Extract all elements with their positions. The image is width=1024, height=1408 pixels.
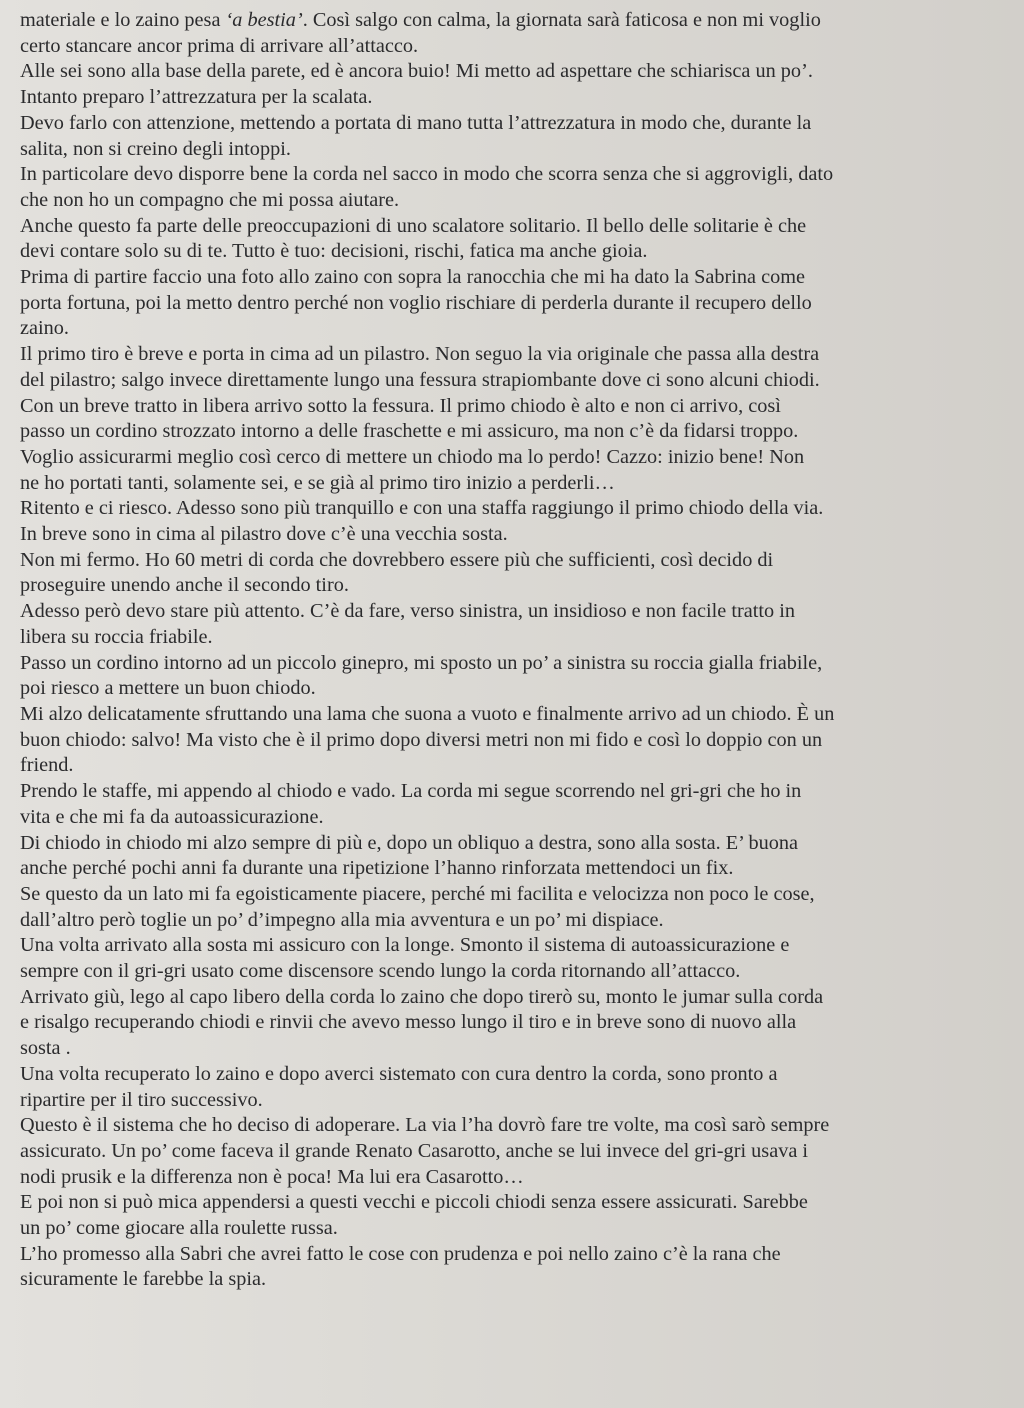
text-line: Una volta recuperato lo zaino e dopo averci sistemato con cura dentro la corda, sono pronto a [20, 1062, 778, 1085]
text-line: e risalgo recuperando chiodi e rinvii che avevo messo lungo il tiro e in breve sono di nuovo alla [20, 1011, 797, 1034]
text-line: E poi non si può mica appendersi a questi vecchi e piccoli chiodi senza essere assicurati. Sarebbe [20, 1191, 808, 1214]
text-line: sempre con il gri-gri usato come discensore scendo lungo la corda ritornando all’attacco. [20, 960, 741, 983]
text-line: sosta . [20, 1037, 71, 1060]
text-line: certo stancare ancor prima di arrivare all’attacco. [20, 34, 419, 57]
text-line: buon chiodo: salvo! Ma visto che è il primo dopo diversi metri non mi fido e così lo doppio con un [20, 728, 823, 751]
text-line: un po’ come giocare alla roulette russa. [20, 1217, 338, 1240]
text-line: Passo un cordino intorno ad un piccolo ginepro, mi sposto un po’ a sinistra su roccia gialla friabile, [20, 651, 823, 674]
text-line: che non ho un compagno che mi possa aiutare. [20, 188, 400, 211]
text-line: Il primo tiro è breve e porta in cima ad un pilastro. Non seguo la via originale che passa alla destra [20, 343, 820, 366]
text-line: ne ho portati tanti, solamente sei, e se già al primo tiro inizio a perderli… [20, 471, 615, 494]
text-line: Di chiodo in chiodo mi alzo sempre di più e, dopo un obliquo a destra, sono alla sosta. E’ buona [20, 831, 799, 854]
text-line: Alle sei sono alla base della parete, ed è ancora buio! Mi metto ad aspettare che schiarisca un po’. [20, 60, 813, 83]
text-line: L’ho promesso alla Sabri che avrei fatto le cose con prudenza e poi nello zaino c’è la rana che [20, 1242, 781, 1265]
text-line: Questo è il sistema che ho deciso di adoperare. La via l’ha dovrò fare tre volte, ma così sarò sempre [20, 1114, 830, 1137]
text-line: Arrivato giù, lego al capo libero della corda lo zaino che dopo tirerò su, monto le jumar sulla corda [20, 985, 824, 1008]
text-line: Una volta arrivato alla sosta mi assicuro con la longe. Smonto il sistema di autoassicurazione e [20, 934, 790, 957]
text-line: passo un cordino strozzato intorno a delle fraschette e mi assicuro, ma non c’è da fidarsi troppo. [20, 420, 799, 443]
document-body [20, 8, 1010, 1293]
text-line: Prendo le staffe, mi appendo al chiodo e vado. La corda mi segue scorrendo nel gri-gri che ho in [20, 780, 802, 803]
text-line: ripartire per il tiro successivo. [20, 1088, 263, 1111]
italic-phrase: ‘a bestia’ [225, 9, 303, 31]
text-line: nodi prusik e la differenza non è poca! Ma lui era Casarotto… [20, 1165, 524, 1188]
line-segment: materiale e lo zaino pesa [20, 9, 226, 31]
text-line [20, 8, 1010, 34]
text-line: friend. [20, 754, 74, 777]
text-line: Con un breve tratto in libera arrivo sotto la fessura. Il primo chiodo è alto e non ci arrivo, così [20, 394, 781, 417]
text-line: dall’altro però toglie un po’ d’impegno alla mia avventura e un po’ mi dispiace. [20, 908, 664, 931]
text-line: devi contare solo su di te. Tutto è tuo: decisioni, rischi, fatica ma anche gioia. [20, 240, 648, 263]
text-line: Non mi fermo. Ho 60 metri di corda che dovrebbero essere più che sufficienti, così decido di [20, 548, 774, 571]
line-segment: . Così salgo con calma, la giornata sarà faticosa e non mi voglio [302, 9, 821, 31]
text-line: In particolare devo disporre bene la corda nel sacco in modo che scorra senza che si aggrovigli, dato [20, 163, 834, 186]
text-line: salita, non si creino degli intoppi. [20, 137, 291, 160]
text-line: vita e che mi fa da autoassicurazione. [20, 805, 324, 828]
text-line: porta fortuna, poi la metto dentro perché non voglio rischiare di perderla durante il recupero dello [20, 291, 812, 314]
text-line: zaino. [20, 317, 69, 340]
text-line: poi riesco a mettere un buon chiodo. [20, 677, 316, 700]
text-line: assicurato. Un po’ come faceva il grande Renato Casarotto, anche se lui invece del gri-gri usava i [20, 1139, 809, 1162]
text-line: Devo farlo con attenzione, mettendo a portata di mano tutta l’attrezzatura in modo che, durante la [20, 111, 812, 134]
text-line: Prima di partire faccio una foto allo zaino con sopra la ranocchia che mi ha dato la Sabrina come [20, 266, 806, 289]
text-line: Anche questo fa parte delle preoccupazioni di uno scalatore solitario. Il bello delle solitarie è che [20, 214, 807, 237]
text-line: Voglio assicurarmi meglio così cerco di mettere un chiodo ma lo perdo! Cazzo: inizio bene! Non [20, 445, 805, 468]
text-line: Ritento e ci riesco. Adesso sono più tranquillo e con una staffa raggiungo il primo chiodo della via. [20, 497, 824, 520]
text-line: anche perché pochi anni fa durante una ripetizione l’hanno rinforzata mettendoci un fix. [20, 857, 734, 880]
text-line: Se questo da un lato mi fa egoisticamente piacere, perché mi facilita e velocizza non poco le cose, [20, 882, 815, 905]
text-line: sicuramente le farebbe la spia. [20, 1268, 267, 1291]
text-line: del pilastro; salgo invece direttamente lungo una fessura strapiombante dove ci sono alcuni chiodi. [20, 368, 820, 391]
text-line: libera su roccia friabile. [20, 625, 213, 648]
text-line: proseguire unendo anche il secondo tiro. [20, 574, 349, 597]
text-line: Mi alzo delicatamente sfruttando una lama che suona a vuoto e finalmente arrivo ad un chiodo. È un [20, 702, 835, 725]
text-line: In breve sono in cima al pilastro dove c’è una vecchia sosta. [20, 523, 508, 546]
text-line: Adesso però devo stare più attento. C’è da fare, verso sinistra, un insidioso e non facile tratto in [20, 600, 795, 623]
text-line: Intanto preparo l’attrezzatura per la scalata. [20, 86, 373, 109]
